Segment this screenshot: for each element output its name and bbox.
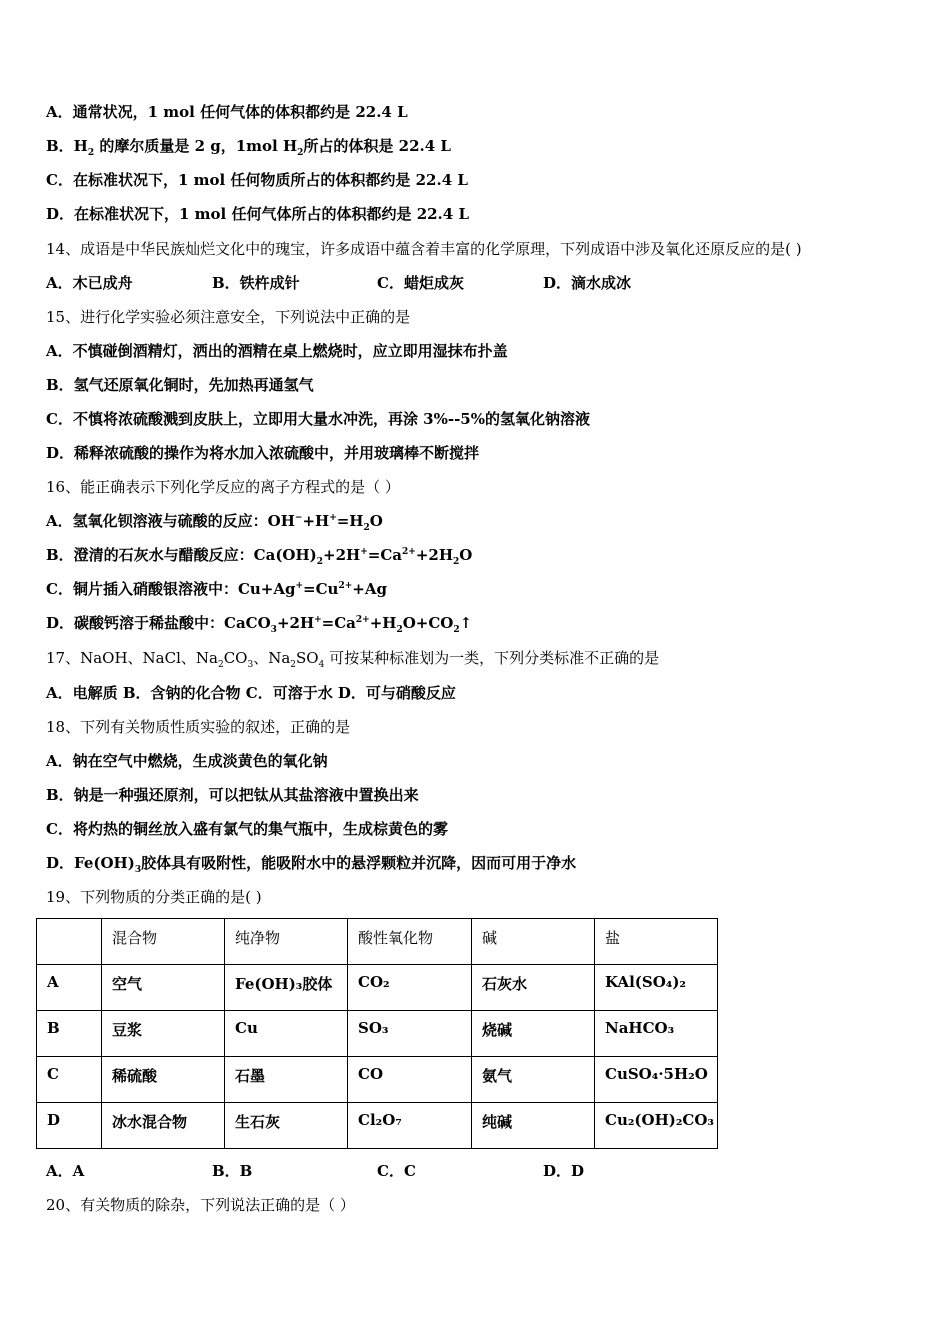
table-cell: Cl₂O₇ [348,1103,472,1149]
table-header-row [37,919,718,965]
table-cell: 烧碱 [472,1011,595,1057]
q17-stem: 17、NaOH、NaCl、$Na_2CO_3$、$Na_2SO_4$ 可按某种标准划为一类，下列分类标准不正确的是 [46,649,660,670]
table-cell: D [37,1103,102,1149]
q15-option-a[interactable]: A．不慎碰倒酒精灯，洒出的酒精在桌上燃烧时，应立即用湿抹布扑盖 [46,342,508,360]
q14-option-d[interactable]: D．滴水成冰 [543,274,632,292]
table-header-cell: 纯净物 [225,919,348,965]
q14-option-a[interactable]: A．木已成舟 [46,274,133,292]
q13-option-c[interactable]: C．在标准状况下，1 mol 任何物质所占的体积都约是 22.4 L [46,171,468,189]
table-cell: 石墨 [225,1057,348,1103]
q15-option-b[interactable]: B．氢气还原氧化铜时，先加热再通氢气 [46,376,314,394]
q13-b-post: 所占的体积是 22.4 L [303,137,451,155]
q19-stem: 19、下列物质的分类正确的是( ) [46,888,262,906]
table-cell: CO [348,1057,472,1103]
q15-stem: 15、进行化学实验必须注意安全，下列说法中正确的是 [46,308,411,326]
table-cell: 纯碱 [472,1103,595,1149]
q16-d-text: D．碳酸钙溶于稀盐酸中：CaCO [46,614,271,632]
table-header-cell: 碱 [472,919,595,965]
q13-option-d[interactable]: D．在标准状况下，1 mol 任何气体所占的体积都约是 22.4 L [46,205,469,223]
table-cell: SO₃ [348,1011,472,1057]
q19-option-d[interactable]: D．D [543,1162,585,1180]
q17-stem-pre: 17、NaOH、NaCl、Na [46,649,218,667]
table-header-cell: 盐 [595,919,718,965]
q18-option-b[interactable]: B．钠是一种强还原剂，可以把钛从其盐溶液中置换出来 [46,786,419,804]
q13-option-b[interactable]: B．$H_2$ 的摩尔质量是 2 g，1mol $H_2$所占的体积是 22.4 L [46,137,451,158]
q16-option-d[interactable]: D．碳酸钙溶于稀盐酸中：$CaCO_3+2H^+=Ca^{2+}+H_2O+CO_2↑$ [46,614,473,635]
q18-d-post: 胶体具有吸附性，能吸附水中的悬浮颗粒并沉降，因而可用于净水 [141,854,577,872]
table-header-cell: 混合物 [102,919,225,965]
table-cell: 稀硫酸 [102,1057,225,1103]
q14-stem: 14、成语是中华民族灿烂文化中的瑰宝，许多成语中蕴含着丰富的化学原理，下列成语中涉及氧化还原反应的是( ) [46,240,802,258]
table-cell: 石灰水 [472,965,595,1011]
table-header-cell [37,919,102,965]
table-row [37,965,718,1011]
q13-option-a[interactable]: A．通常状况，1 mol 任何气体的体积都约是 22.4 L [46,103,408,121]
q15-option-c[interactable]: C．不慎将浓硫酸溅到皮肤上，立即用大量水冲洗，再涂 3%--5%的氢氧化钠溶液 [46,410,590,428]
q17-options[interactable]: A．电解质 B．含钠的化合物 C．可溶于水 D．可与硝酸反应 [46,684,456,702]
q20-stem: 20、有关物质的除杂，下列说法正确的是（ ） [46,1196,355,1214]
table-cell: NaHCO₃ [595,1011,718,1057]
q19-option-b[interactable]: B．B [212,1162,253,1180]
classification-table [36,918,718,1149]
q16-stem: 16、能正确表示下列化学反应的离子方程式的是（ ） [46,478,400,496]
q13-b-pre: B．H [46,137,88,155]
q17-stem-post: 可按某种标准划为一类，下列分类标准不正确的是 [329,649,660,667]
q14-option-b[interactable]: B．铁杵成针 [212,274,300,292]
q19-option-a[interactable]: A．A [46,1162,85,1180]
table-header-cell: 酸性氧化物 [348,919,472,965]
q15-option-d[interactable]: D．稀释浓硫酸的操作为将水加入浓硫酸中，并用玻璃棒不断搅拌 [46,444,480,462]
q18-stem: 18、下列有关物质性质实验的叙述，正确的是 [46,718,351,736]
q18-option-d[interactable]: D．$Fe(OH)_3$胶体具有吸附性，能吸附水中的悬浮颗粒并沉降，因而可用于净水 [46,854,577,875]
table-row [37,1011,718,1057]
q18-option-a[interactable]: A．钠在空气中燃烧，生成淡黄色的氧化钠 [46,752,328,770]
table-cell: 氨气 [472,1057,595,1103]
table-cell: Cu [225,1011,348,1057]
table-cell: CO₂ [348,965,472,1011]
q13-b-mid: 的摩尔质量是 2 g，1mol H [99,137,298,155]
table-cell: B [37,1011,102,1057]
table-cell: Cu₂(OH)₂CO₃ [595,1103,718,1149]
q16-a-text: A．氢氧化钡溶液与硫酸的反应：OH [46,512,295,530]
table-cell: A [37,965,102,1011]
q19-option-c[interactable]: C．C [377,1162,416,1180]
q16-option-c[interactable]: C．铜片插入硝酸银溶液中：$Cu+Ag^+=Cu^{2+}+Ag$ [46,580,387,598]
table-cell: C [37,1057,102,1103]
q18-option-c[interactable]: C．将灼热的铜丝放入盛有氯气的集气瓶中，生成棕黄色的雾 [46,820,448,838]
table-cell: 冰水混合物 [102,1103,225,1149]
table-row [37,1103,718,1149]
table-cell: CuSO₄·5H₂O [595,1057,718,1103]
q16-b-text: B．澄清的石灰水与醋酸反应：Ca(OH) [46,546,317,564]
table-cell: KAl(SO₄)₂ [595,965,718,1011]
table-cell: Fe(OH)₃胶体 [225,965,348,1011]
q16-c-text: C．铜片插入硝酸银溶液中：Cu+Ag [46,580,296,598]
table-cell: 豆浆 [102,1011,225,1057]
table-row [37,1057,718,1103]
q16-option-a[interactable]: A．氢氧化钡溶液与硫酸的反应：$OH^-+H^+=H_2O$ [46,512,383,533]
table-cell: 空气 [102,965,225,1011]
q16-option-b[interactable]: B．澄清的石灰水与醋酸反应：$Ca(OH)_2+2H^+=Ca^{2+}+2H_2O$ [46,546,473,567]
q18-d-pre: D．Fe(OH) [46,854,135,872]
q14-option-c[interactable]: C．蜡炬成灰 [377,274,464,292]
table-cell: 生石灰 [225,1103,348,1149]
